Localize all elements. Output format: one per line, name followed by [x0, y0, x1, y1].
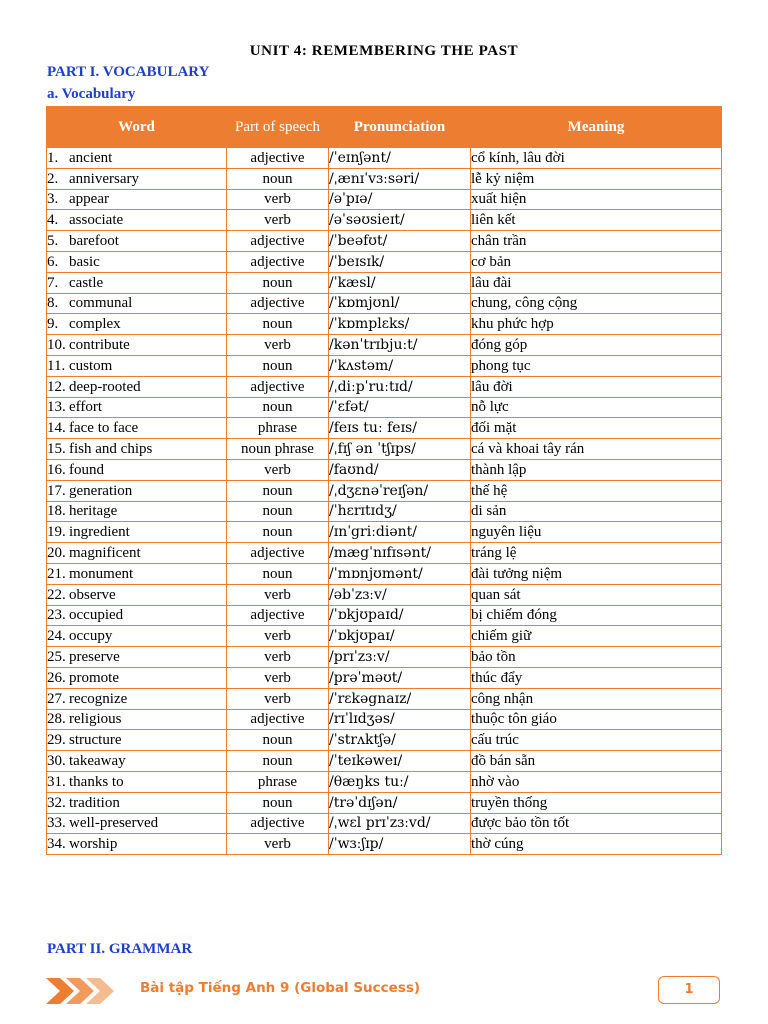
word-cell	[47, 459, 227, 480]
table-row	[47, 522, 722, 543]
word-text: deep-rooted	[69, 378, 141, 395]
table-row	[47, 771, 722, 792]
word-cell	[47, 647, 227, 668]
word-cell	[47, 168, 227, 189]
pronunciation-cell: /ɪnˈgriːdiənt/	[329, 522, 471, 543]
word-text: observe	[69, 586, 116, 603]
part-of-speech-cell: adjective	[227, 813, 329, 834]
word-text: ancient	[69, 149, 113, 166]
word-text: recognize	[69, 690, 128, 707]
part-of-speech-cell: verb	[227, 667, 329, 688]
meaning-cell: nỗ lực	[471, 397, 722, 418]
table-row	[47, 543, 722, 564]
table-row	[47, 834, 722, 855]
word-text: generation	[69, 482, 133, 499]
word-text: takeaway	[69, 753, 126, 769]
word-text: preserve	[69, 649, 120, 666]
table-row	[47, 397, 722, 418]
part-of-speech-cell: verb	[227, 834, 329, 855]
part-of-speech-cell: noun	[227, 501, 329, 522]
part-of-speech-cell: adjective	[227, 231, 329, 252]
row-number: 11.	[47, 357, 66, 374]
word-text: heritage	[69, 503, 118, 520]
meaning-cell: chân trần	[471, 231, 722, 252]
word-cell	[47, 626, 227, 647]
row-number: 23.	[47, 607, 66, 624]
row-number: 9.	[47, 316, 59, 333]
part2-heading: PART II. GRAMMAR	[47, 941, 193, 957]
row-number: 27.	[47, 690, 66, 707]
page-number: 1	[658, 976, 720, 1004]
table-row	[47, 272, 722, 293]
row-number: 6.	[47, 253, 59, 270]
part-of-speech-cell: adjective	[227, 709, 329, 730]
meaning-cell: lâu đài	[471, 272, 722, 293]
pronunciation-cell: /kənˈtrɪbjuːt/	[329, 335, 471, 356]
word-cell	[47, 272, 227, 293]
row-number: 28.	[47, 711, 66, 728]
word-text: anniversary	[69, 170, 139, 187]
pronunciation-cell: /ˈkɒmplɛks/	[329, 314, 471, 335]
meaning-cell: nhờ vào	[471, 771, 722, 792]
pronunciation-cell: /ˌænɪˈvɜːsəri/	[329, 168, 471, 189]
word-text: appear	[69, 191, 109, 208]
part-of-speech-cell: noun	[227, 792, 329, 813]
pronunciation-cell: /θæŋks tuː/	[329, 771, 471, 792]
pronunciation-cell: /feɪs tuː feɪs/	[329, 418, 471, 439]
word-text: effort	[69, 399, 103, 416]
pronunciation-cell: /ˈhɛrɪtɪdʒ/	[329, 501, 471, 522]
part-of-speech-cell: noun	[227, 314, 329, 335]
word-text: castle	[69, 274, 104, 291]
table-row	[47, 792, 722, 813]
meaning-cell: đóng góp	[471, 335, 722, 356]
meaning-cell: xuất hiện	[471, 189, 722, 210]
word-text: monument	[69, 565, 134, 582]
part-of-speech-cell: adjective	[227, 293, 329, 314]
word-cell	[47, 355, 227, 376]
table-row	[47, 210, 722, 231]
word-text: religious	[69, 711, 122, 728]
table-row	[47, 439, 722, 460]
word-cell	[47, 376, 227, 397]
row-number: 16.	[47, 461, 66, 478]
meaning-cell: thế hệ	[471, 480, 722, 501]
table-row	[47, 335, 722, 356]
part-of-speech-cell: adjective	[227, 605, 329, 626]
word-cell	[47, 667, 227, 688]
word-text: thanks to	[69, 773, 124, 790]
word-cell	[47, 231, 227, 252]
word-text: basic	[69, 253, 100, 270]
header-pronunciation: Pronunciation	[329, 107, 471, 148]
header-word: Word	[47, 107, 227, 148]
row-number: 21.	[47, 565, 66, 582]
part-of-speech-cell: adjective	[227, 251, 329, 272]
word-cell	[47, 501, 227, 522]
pronunciation-cell: /ˈmɒnjʊmənt/	[329, 563, 471, 584]
word-text: structure	[69, 732, 122, 749]
pronunciation-cell: /ˈbeəfʊt/	[329, 231, 471, 252]
row-number: 2.	[47, 170, 59, 187]
word-text: associate	[69, 212, 124, 229]
table-row	[47, 667, 722, 688]
row-number: 8.	[47, 295, 59, 312]
row-number: 31.	[47, 773, 66, 790]
word-cell	[47, 397, 227, 418]
word-cell	[47, 314, 227, 335]
word-cell	[47, 751, 227, 772]
row-number: 20.	[47, 545, 66, 562]
table-row	[47, 605, 722, 626]
pronunciation-cell: /ˌfɪʃ ən ˈtʃɪps/	[329, 439, 471, 460]
part-of-speech-cell: verb	[227, 459, 329, 480]
part-of-speech-cell: noun	[227, 397, 329, 418]
table-row	[47, 563, 722, 584]
word-text: ingredient	[69, 524, 130, 541]
pronunciation-cell: /prəˈməʊt/	[329, 667, 471, 688]
word-cell	[47, 792, 227, 813]
part-of-speech-cell: phrase	[227, 418, 329, 439]
meaning-cell: chiếm giữ	[471, 626, 722, 647]
word-cell	[47, 563, 227, 584]
pronunciation-cell: /faʊnd/	[329, 459, 471, 480]
meaning-cell: cá và khoai tây rán	[471, 439, 722, 460]
meaning-cell: di sản	[471, 501, 722, 522]
pronunciation-cell: /ˈkʌstəm/	[329, 355, 471, 376]
row-number: 14.	[47, 420, 66, 437]
meaning-cell: cấu trúc	[471, 730, 722, 751]
word-cell	[47, 418, 227, 439]
row-number: 29.	[47, 732, 66, 749]
meaning-cell: lễ kỷ niệm	[471, 168, 722, 189]
vocabulary-table-body	[47, 148, 722, 855]
word-text: magnificent	[69, 545, 141, 562]
row-number: 10.	[47, 337, 66, 354]
word-cell	[47, 771, 227, 792]
table-row	[47, 626, 722, 647]
pronunciation-cell: /ˈrɛkəgnaɪz/	[329, 688, 471, 709]
part-of-speech-cell: verb	[227, 584, 329, 605]
unit-title: UNIT 4: REMEMBERING THE PAST	[249, 43, 519, 59]
vocabulary-table	[46, 106, 722, 855]
part-of-speech-cell: adjective	[227, 543, 329, 564]
word-text: communal	[69, 295, 133, 312]
table-row	[47, 688, 722, 709]
pronunciation-cell: /mægˈnɪfɪsənt/	[329, 543, 471, 564]
word-text: found	[69, 461, 104, 478]
part-of-speech-cell: verb	[227, 189, 329, 210]
row-number: 24.	[47, 628, 66, 645]
word-cell	[47, 293, 227, 314]
meaning-cell: đài tưởng niệm	[471, 563, 722, 584]
pronunciation-cell: /rɪˈlɪdʒəs/	[329, 709, 471, 730]
row-number: 26.	[47, 669, 66, 686]
part1-heading: PART I. VOCABULARY	[47, 64, 210, 80]
meaning-cell: phong tục	[471, 355, 722, 376]
table-row	[47, 751, 722, 772]
word-cell	[47, 709, 227, 730]
table-row	[47, 148, 722, 169]
word-cell	[47, 148, 227, 169]
word-text: well-preserved	[69, 815, 159, 832]
meaning-cell: đối mặt	[471, 418, 722, 439]
meaning-cell: liên kết	[471, 210, 722, 231]
meaning-cell: lâu đời	[471, 376, 722, 397]
table-row	[47, 584, 722, 605]
table-header-row	[47, 107, 722, 148]
part-of-speech-cell: adjective	[227, 376, 329, 397]
word-text: promote	[69, 669, 119, 686]
word-text: fish and chips	[69, 441, 153, 458]
meaning-cell: tráng lệ	[471, 543, 722, 564]
table-row	[47, 459, 722, 480]
header-part-of-speech: Part of speech	[227, 107, 329, 148]
part-of-speech-cell: noun	[227, 522, 329, 543]
word-cell	[47, 439, 227, 460]
word-cell	[47, 251, 227, 272]
word-text: face to face	[69, 420, 139, 437]
table-row	[47, 314, 722, 335]
table-row	[47, 730, 722, 751]
word-cell	[47, 834, 227, 855]
pronunciation-cell: /ˌdʒɛnəˈreɪʃən/	[329, 480, 471, 501]
word-cell	[47, 605, 227, 626]
pronunciation-cell: /ˈeɪnʃənt/	[329, 148, 471, 169]
row-number: 15.	[47, 441, 66, 458]
pronunciation-cell: /ˈbeɪsɪk/	[329, 251, 471, 272]
part-of-speech-cell: verb	[227, 335, 329, 356]
meaning-cell: thúc đẩy	[471, 667, 722, 688]
meaning-cell: công nhận	[471, 688, 722, 709]
meaning-cell: thuộc tôn giáo	[471, 709, 722, 730]
table-row	[47, 189, 722, 210]
table-row	[47, 418, 722, 439]
word-text: complex	[69, 316, 121, 333]
table-row	[47, 709, 722, 730]
table-row	[47, 168, 722, 189]
row-number: 7.	[47, 274, 59, 291]
pronunciation-cell: /ˈkæsl/	[329, 272, 471, 293]
word-cell	[47, 813, 227, 834]
word-cell	[47, 522, 227, 543]
part-of-speech-cell: noun	[227, 730, 329, 751]
row-number: 13.	[47, 399, 66, 416]
row-number: 19.	[47, 524, 66, 541]
pronunciation-cell: /ˌdiːpˈruːtɪd/	[329, 376, 471, 397]
pronunciation-cell: /ˈɒkjʊpaɪ/	[329, 626, 471, 647]
table-row	[47, 501, 722, 522]
part-of-speech-cell: noun	[227, 272, 329, 293]
row-number: 3.	[47, 191, 59, 208]
word-text: contribute	[69, 337, 130, 354]
word-text: worship	[69, 836, 118, 853]
part-of-speech-cell: verb	[227, 647, 329, 668]
word-cell	[47, 584, 227, 605]
word-text: occupy	[69, 628, 113, 645]
pronunciation-cell: /ˈɛfət/	[329, 397, 471, 418]
part-of-speech-cell: verb	[227, 688, 329, 709]
part-of-speech-cell: noun	[227, 480, 329, 501]
row-number: 34.	[47, 836, 66, 853]
word-text: tradition	[69, 794, 120, 811]
pronunciation-cell: /əˈsəʊsieɪt/	[329, 210, 471, 231]
table-row	[47, 376, 722, 397]
word-text: occupied	[69, 607, 124, 624]
meaning-cell: đồ bán sẵn	[471, 751, 722, 772]
row-number: 12.	[47, 378, 66, 395]
pronunciation-cell: /ˈstrʌktʃə/	[329, 730, 471, 751]
meaning-cell: nguyên liệu	[471, 522, 722, 543]
row-number: 5.	[47, 233, 59, 250]
section-a-heading: a. Vocabulary	[47, 86, 136, 102]
word-cell	[47, 335, 227, 356]
word-cell	[47, 543, 227, 564]
pronunciation-cell: /əbˈzɜːv/	[329, 584, 471, 605]
header-meaning: Meaning	[471, 107, 722, 148]
part-of-speech-cell: noun	[227, 355, 329, 376]
meaning-cell: bảo tồn	[471, 647, 722, 668]
table-row	[47, 355, 722, 376]
table-row	[47, 231, 722, 252]
meaning-cell: chung, công cộng	[471, 293, 722, 314]
row-number: 25.	[47, 649, 66, 666]
meaning-cell: cơ bản	[471, 251, 722, 272]
row-number: 17.	[47, 482, 66, 499]
meaning-cell: được bảo tồn tốt	[471, 813, 722, 834]
pronunciation-cell: /ˈteɪkəweɪ/	[329, 751, 471, 772]
row-number: 18.	[47, 503, 66, 520]
pronunciation-cell: /prɪˈzɜːv/	[329, 647, 471, 668]
meaning-cell: truyền thống	[471, 792, 722, 813]
pronunciation-cell: /trəˈdɪʃən/	[329, 792, 471, 813]
pronunciation-cell: /ˈkɒmjʊnl/	[329, 293, 471, 314]
footer-book-title: Bài tập Tiếng Anh 9 (Global Success)	[140, 980, 421, 996]
pronunciation-cell: /ˌwɛl prɪˈzɜːvd/	[329, 813, 471, 834]
table-row	[47, 251, 722, 272]
meaning-cell: quan sát	[471, 584, 722, 605]
word-cell	[47, 210, 227, 231]
part-of-speech-cell: verb	[227, 210, 329, 231]
row-number: 22.	[47, 586, 66, 603]
word-cell	[47, 189, 227, 210]
meaning-cell: bị chiếm đóng	[471, 605, 722, 626]
part-of-speech-cell: adjective	[227, 148, 329, 169]
pronunciation-cell: /ˈɒkjʊpaɪd/	[329, 605, 471, 626]
row-number: 33.	[47, 815, 66, 832]
word-cell	[47, 730, 227, 751]
word-text: custom	[69, 357, 113, 374]
table-row	[47, 293, 722, 314]
part-of-speech-cell: phrase	[227, 771, 329, 792]
part-of-speech-cell: noun	[227, 168, 329, 189]
row-number: 1.	[47, 149, 59, 166]
meaning-cell: thờ cúng	[471, 834, 722, 855]
pronunciation-cell: /əˈpɪə/	[329, 189, 471, 210]
word-cell	[47, 480, 227, 501]
part-of-speech-cell: verb	[227, 626, 329, 647]
row-number: 30.	[47, 753, 66, 769]
part-of-speech-cell: noun phrase	[227, 439, 329, 460]
part-of-speech-cell: noun	[227, 751, 329, 772]
table-row	[47, 647, 722, 668]
row-number: 4.	[47, 212, 59, 229]
table-row	[47, 813, 722, 834]
part-of-speech-cell: noun	[227, 563, 329, 584]
row-number: 32.	[47, 794, 66, 811]
table-row	[47, 480, 722, 501]
chevron-arrows-icon	[46, 976, 116, 1006]
meaning-cell: thành lập	[471, 459, 722, 480]
meaning-cell: khu phức hợp	[471, 314, 722, 335]
word-cell	[47, 688, 227, 709]
word-text: barefoot	[69, 233, 119, 250]
meaning-cell: cổ kính, lâu đời	[471, 148, 722, 169]
pronunciation-cell: /ˈwɜːʃɪp/	[329, 834, 471, 855]
